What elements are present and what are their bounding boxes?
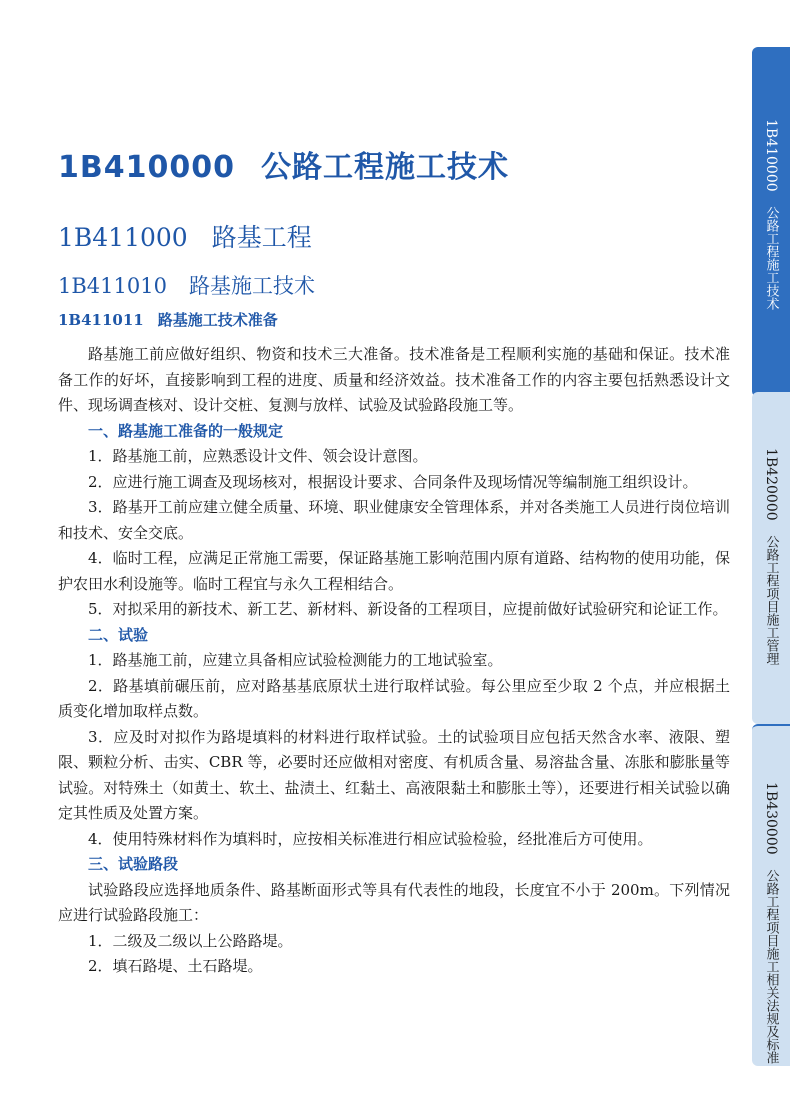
side-tab-code: 1B420000 bbox=[763, 448, 779, 521]
list-item: 4．使用特殊材料作为填料时，应按相关标准进行相应试验检验，经批准后方可使用。 bbox=[88, 829, 653, 848]
side-tab-code: 1B410000 bbox=[763, 119, 779, 192]
subheading-tests: 二、试验 bbox=[88, 625, 149, 644]
side-tab-1b430000[interactable] bbox=[752, 724, 790, 1066]
side-tab-code: 1B430000 bbox=[763, 782, 779, 855]
list-item: 1．二级及二级以上公路路堤。 bbox=[88, 931, 293, 950]
list-item: 3．应及时对拟作为路堤填料的材料进行取样试验。土的试验项目应包括天然含水率、液限、塑限、颗粒分析、击实、CBR 等，必要时还应做相对密度、有机质含量、易溶盐含量、冻胀和膨胀量等试验。对特殊土（如黄土、软土、盐渍土、红黏土、高液限黏土和膨胀土等），还要进行相关试验以确定其性质及处置方案。 bbox=[58, 727, 730, 822]
chapter-code: 1B410000 bbox=[58, 150, 235, 185]
subheading-general-rules: 一、路基施工准备的一般规定 bbox=[88, 421, 284, 440]
list-item: 3．路基开工前应建立健全质量、环境、职业健康安全管理体系，并对各类施工人员进行岗位培训和技术、安全交底。 bbox=[58, 498, 730, 542]
section-heading bbox=[58, 218, 312, 254]
list-item: 1．路基施工前，应熟悉设计文件、领会设计意图。 bbox=[88, 447, 428, 465]
list-item: 2．应进行施工调查及现场核对，根据设计要求、合同条件及现场情况等编制施工组织设计。 bbox=[88, 472, 698, 491]
side-tab-1b410000[interactable] bbox=[752, 47, 790, 397]
list-item: 5．对拟采用的新技术、新工艺、新材料、新设备的工程项目，应提前做好试验研究和论证工作。 bbox=[88, 600, 728, 618]
side-tab-title: 公路工程施工技术 bbox=[763, 205, 779, 310]
item-code: 1B411011 bbox=[58, 311, 144, 329]
subsection-title: 路基施工技术 bbox=[188, 274, 315, 298]
subheading-test-section: 三、试验路段 bbox=[88, 855, 179, 873]
test-section-paragraph: 试验路段应选择地质条件、路基断面形式等具有代表性的地段，长度宜不小于 200m。下列情况应进行试验路段施工： bbox=[58, 880, 730, 924]
item-title: 路基施工技术准备 bbox=[157, 311, 278, 329]
list-item: 4．临时工程，应满足正常施工需要，保证路基施工影响范围内原有道路、结构物的使用功能，保护农田水利设施等。临时工程宜与永久工程相结合。 bbox=[58, 549, 730, 593]
side-tab-title: 公路工程项目施工相关法规及标准 bbox=[763, 868, 779, 1064]
section-title: 路基工程 bbox=[211, 223, 312, 252]
side-tab-title: 公路工程项目施工管理 bbox=[763, 534, 779, 665]
list-item: 2．路基填前碾压前，应对路基基底原状土进行取样试验。每公里应至少取 2 个点，并应根据土质变化增加取样点数。 bbox=[58, 676, 730, 720]
chapter-heading bbox=[58, 142, 509, 186]
item-heading bbox=[58, 309, 278, 330]
side-tab-1b420000[interactable] bbox=[752, 392, 790, 724]
list-item: 1．路基施工前，应建立具备相应试验检测能力的工地试验室。 bbox=[88, 651, 503, 669]
intro-paragraph: 路基施工前应做好组织、物资和技术三大准备。技术准备是工程顺利实施的基础和保证。技术准备工作的好坏，直接影响到工程的进度、质量和经济效益。技术准备工作的内容主要包括熟悉设计文件、现场调查核对、设计交桩、复测与放样、试验及试验路段施工等。 bbox=[58, 345, 730, 414]
subsection-heading bbox=[58, 270, 315, 300]
section-code: 1B411000 bbox=[58, 223, 188, 252]
list-item: 2．填石路堤、土石路堤。 bbox=[88, 957, 263, 975]
subsection-code: 1B411010 bbox=[58, 274, 167, 298]
body-text bbox=[58, 342, 730, 980]
chapter-title: 公路工程施工技术 bbox=[260, 150, 509, 185]
